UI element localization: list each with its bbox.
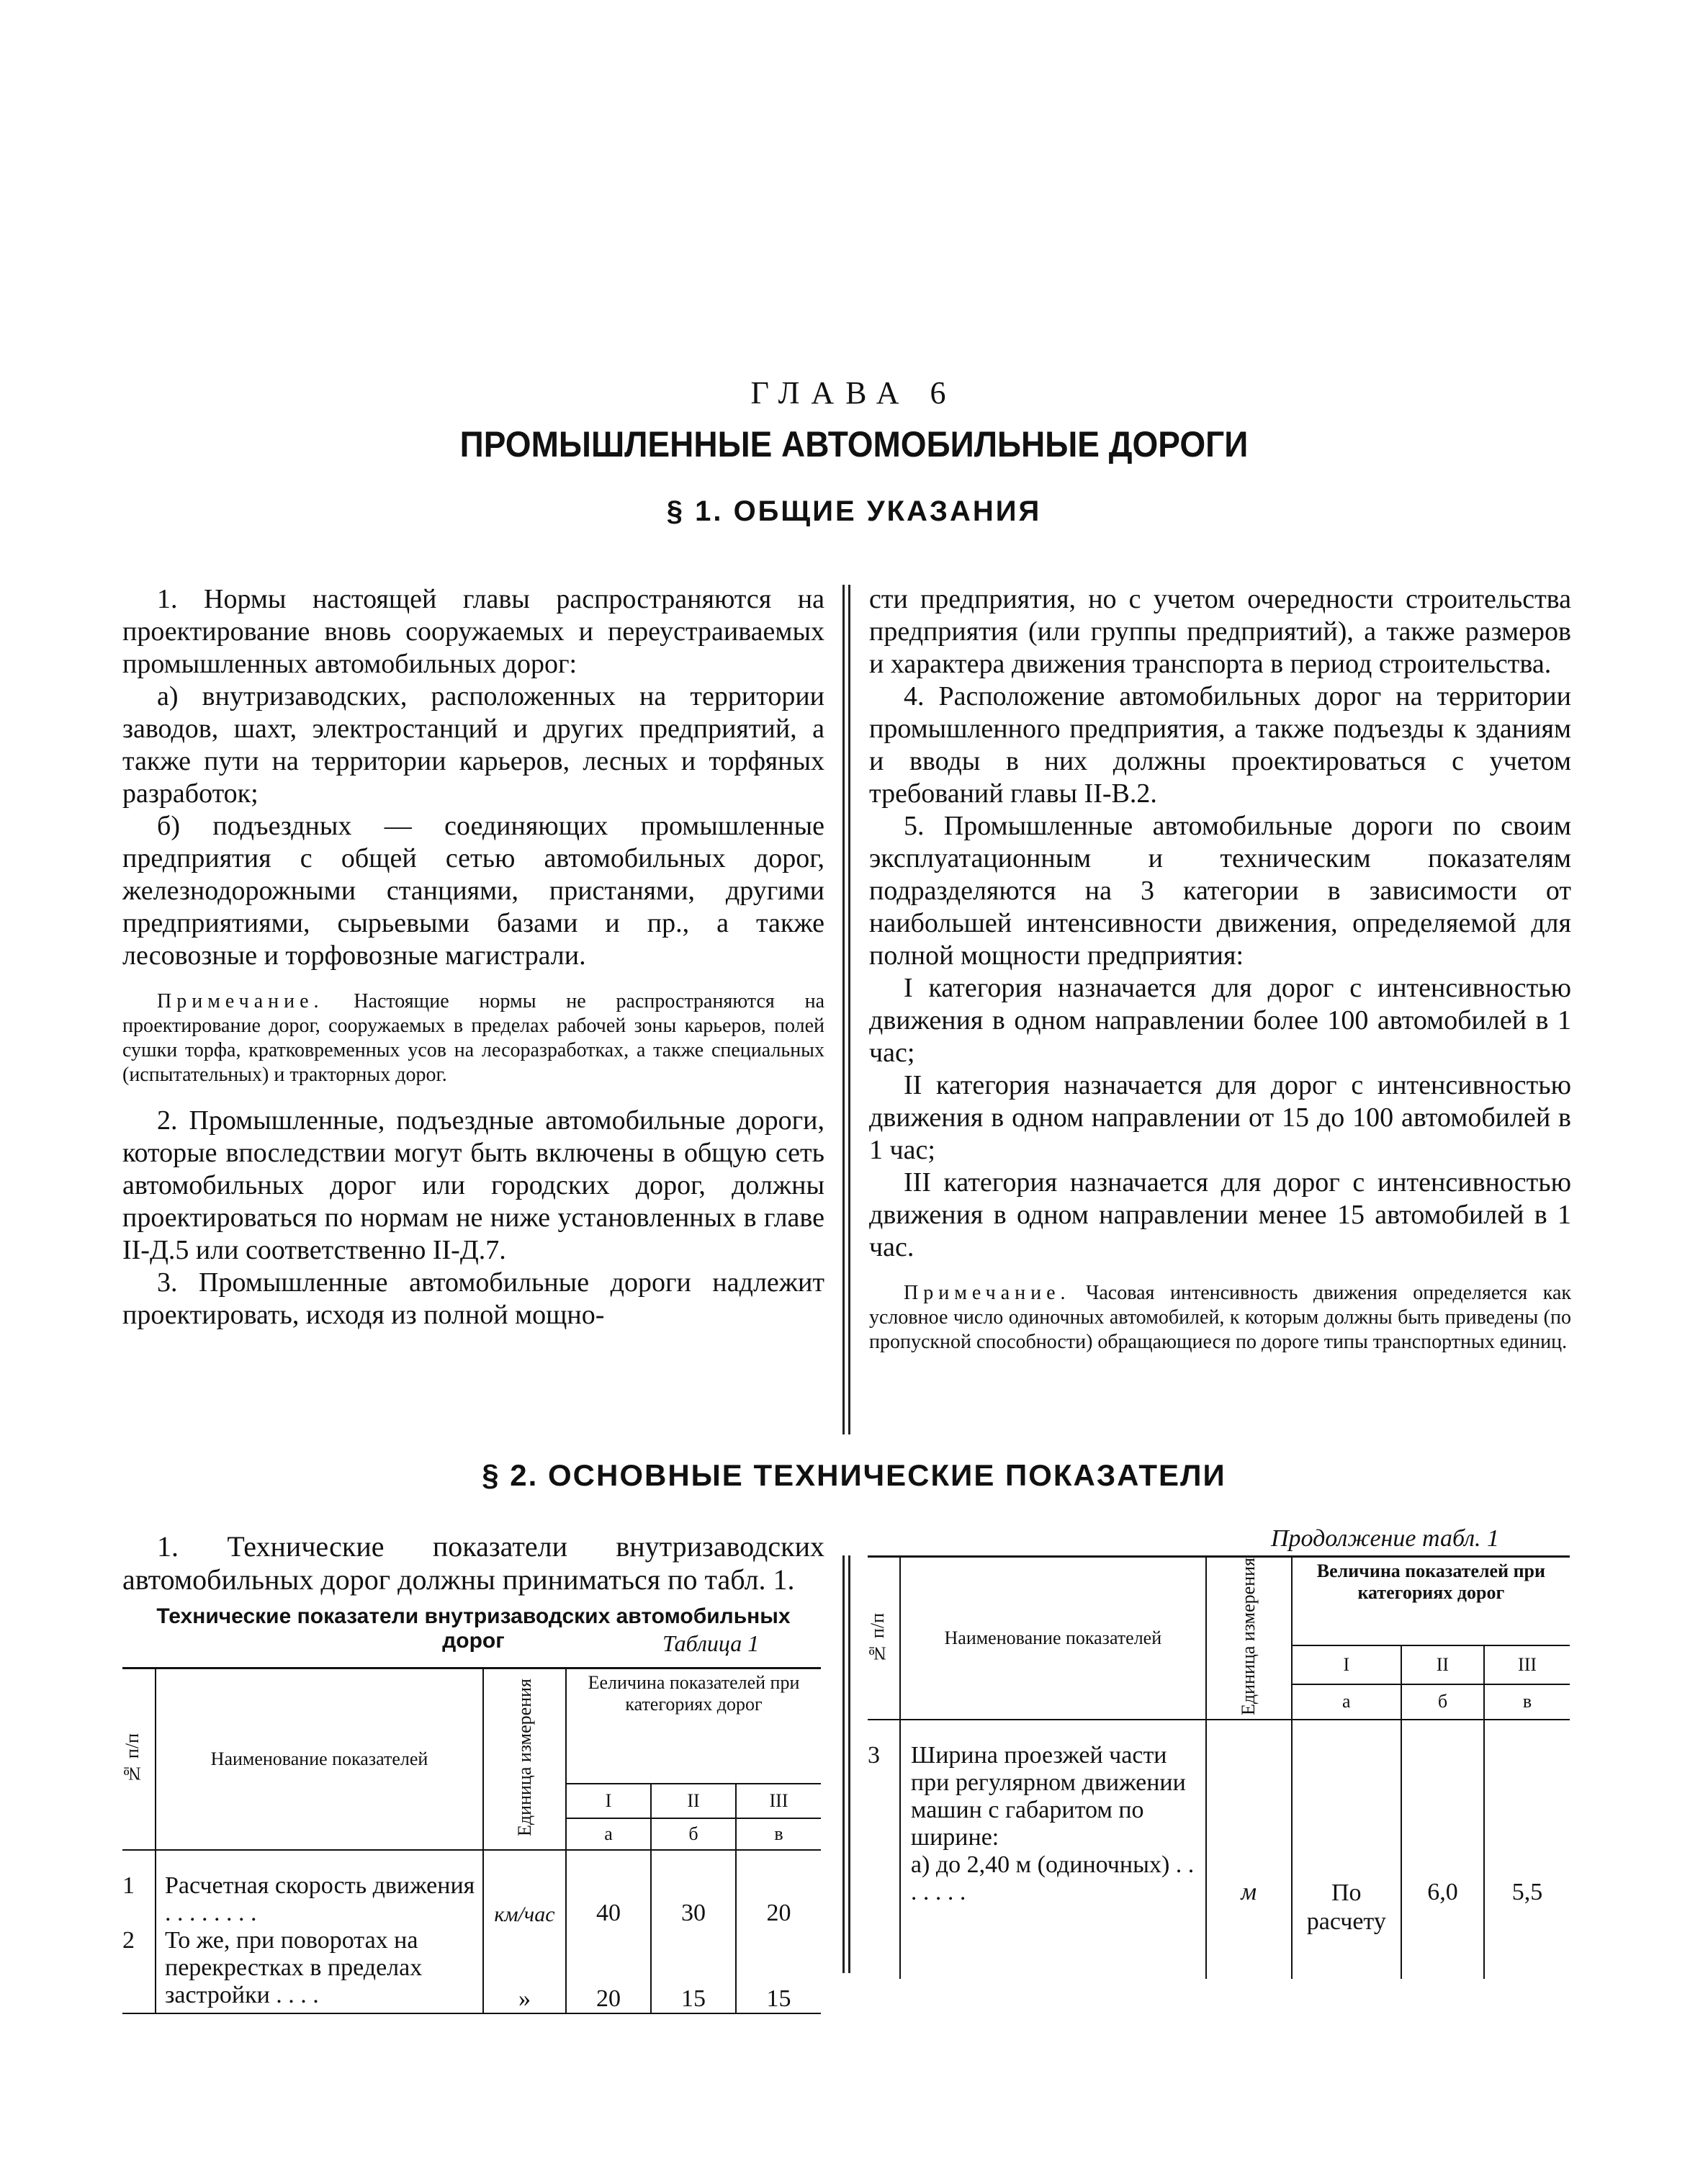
intro-text: 1. Технические показатели внутризаводских автомобильных дорог должны приниматься по табл. 1. xyxy=(122,1530,824,1596)
column-divider-lower xyxy=(842,1555,845,1973)
paragraph-1a: а) внутризаводских, расположенных на территории заводов, шахт, электростанций и других предприятий, а также пути на территории карьеров, лесных и торфяных разработок; xyxy=(122,681,824,809)
note-label: Примечание. xyxy=(157,990,324,1012)
table-1-title: Технические показатели внутризаводских автомобильных дорог xyxy=(156,1604,791,1653)
row-value-III: 5,5 xyxy=(1511,1878,1543,1905)
row-value-I: 20 xyxy=(566,1927,651,2013)
cat-I-header: I xyxy=(566,1784,651,1818)
row-value-I: По расчету xyxy=(1292,1720,1401,1979)
category-3: III категория назначается для дорог с интенсивностью движения в одном направлении менее 15 автомобилей в 1 час. xyxy=(869,1167,1571,1262)
column-divider-2 xyxy=(848,585,850,1434)
category-1: I категория назначается для дорог с интенсивностью движения в одном направлении более 100 автомобилей в 1 час; xyxy=(869,973,1571,1068)
col-value-header: Еeличина показателей при категориях дорог xyxy=(566,1668,821,1784)
paragraph-1: 1. Нормы настоящей главы распространяются на проектирование вновь сооружаемых и переустраиваемых промышленных автомобильных дорог: xyxy=(122,584,824,679)
paragraph-4: 4. Расположение автомобильных дорог на территории промышленного предприятия, а также подъезды к зданиям и вводы в них должны проектироваться с учетом требований главы II-В.2. xyxy=(869,681,1571,809)
right-column xyxy=(869,583,1571,1372)
cat-III-header: III xyxy=(1484,1645,1570,1684)
cat-II-header: II xyxy=(1401,1645,1484,1684)
col-num-header: № п/п xyxy=(122,1733,143,1785)
table-row xyxy=(122,1927,821,2013)
row-name-main: Ширина проезжей части при регулярном движении машин с габаритом по ширине: xyxy=(910,1741,1186,1851)
col-name-header: Наименование показателей xyxy=(156,1668,483,1850)
sub-a-header: а xyxy=(566,1818,651,1850)
paragraph-3: 3. Промышленные автомобильные дороги надлежит проектировать, исходя из полной мощно- xyxy=(122,1267,824,1330)
row-value-III: 20 xyxy=(766,1899,791,1926)
table-continuation-label: Продолжение табл. 1 xyxy=(1271,1525,1500,1552)
table-1-continued xyxy=(868,1555,1570,1979)
note-text: Часовая интенсивность движения определяется как условное число одиночных автомобилей, к которым должны быть приведены (по пропускной способности) обращающиеся по дороге типы транспортных единиц. xyxy=(869,1282,1571,1353)
row-name xyxy=(900,1720,1206,1979)
chapter-title: ПРОМЫШЛЕННЫЕ АВТОМОБИЛЬНЫЕ ДОРОГИ xyxy=(459,424,1249,464)
paragraph-1b: б) подъездных — соединяющих промышленные предприятия с общей сетью автомобильных дорог, железнодорожными станциями, пристанями, другими предприятиями, сырьевыми базами и пр., а также лесовозные и торфовозные магистрали. xyxy=(122,811,824,971)
row-unit: км/час xyxy=(483,1850,566,1927)
paragraph-2: 2. Промышленные, подъездные автомобильные дороги, которые впоследствии могут быть включены в общую сеть автомобильных дорог или городских дорог, должны проектироваться по нормам не ниже установленных в главе II-Д.5 или соответственно II-Д.7. xyxy=(122,1105,824,1265)
table-row xyxy=(868,1720,1570,1979)
table-row xyxy=(122,1850,821,1927)
cat-II-header: II xyxy=(651,1784,736,1818)
row-num: 2 xyxy=(122,1927,156,2013)
paragraph-3-continued: сти предприятия, но с учетом очередности строительства предприятия (или группы предприятий), а также размеров и характера движения транспорта в период строительства. xyxy=(869,584,1571,679)
cat-I-header: I xyxy=(1292,1645,1401,1684)
sub-v-header: в xyxy=(1522,1691,1532,1712)
col-name-header: Наименование показателей xyxy=(900,1557,1206,1720)
section-2-intro xyxy=(122,1530,824,1596)
row-name-sub: а) до 2,40 м (одиночных) . . . . . . . xyxy=(910,1851,1195,1905)
section-1-heading: § 1. ОБЩИЕ УКАЗАНИЯ xyxy=(666,495,1042,527)
note-2 xyxy=(869,1281,1571,1355)
row-value-II: 30 xyxy=(651,1850,736,1927)
row-value-II: 6,0 xyxy=(1401,1720,1484,1979)
row-num: 1 xyxy=(122,1850,156,1927)
note-label: Примечание. xyxy=(904,1282,1071,1304)
cat-III-header: III xyxy=(736,1784,821,1818)
paragraph-5: 5. Промышленные автомобильные дороги по своим эксплуатационным и техническим показателям подразделяются на 3 категории в зависимости от наибольшей интенсивности движения, определяемой для полной мощности предприятия: xyxy=(869,811,1571,971)
table-1 xyxy=(122,1667,821,2014)
sub-b-header: б xyxy=(1401,1684,1484,1720)
chapter-heading: ГЛАВА 6 xyxy=(750,375,958,410)
note-1 xyxy=(122,989,824,1087)
row-unit: м xyxy=(1206,1720,1292,1979)
row-unit: » xyxy=(483,1927,566,2013)
row-value-III: 15 xyxy=(766,1985,791,2012)
section-2-heading: § 2. ОСНОВНЫЕ ТЕХНИЧЕСКИЕ ПОКАЗАТЕЛИ xyxy=(482,1458,1226,1492)
column-divider xyxy=(842,585,845,1434)
note-text: Настоящие нормы не распространяются на проектирование дорог, сооружаемых в пределах рабочей зоны карьеров, полей сушки торфа, кратковременных усов на лесоразработках, а также специальных (испытательных) и тракторных дорог. xyxy=(122,990,824,1086)
column-divider-lower-2 xyxy=(848,1555,850,1973)
row-value-I: 40 xyxy=(566,1850,651,1927)
row-name: То же, при поворотах на перекрестках в пределах застройки . . . . xyxy=(156,1927,483,2013)
col-unit-header: Единица измерения xyxy=(1238,1558,1259,1715)
col-unit-header: Единица измерения xyxy=(513,1678,535,1836)
col-value-header: Величина показателей при категориях дорог xyxy=(1292,1557,1570,1645)
category-2: II категория назначается для дорог с интенсивностью движения в одном направлении от 15 до 100 автомобилей в 1 час; xyxy=(869,1070,1571,1165)
row-num: 3 xyxy=(868,1720,900,1979)
table-1-label: Таблица 1 xyxy=(662,1630,760,1656)
col-num-header: № п/п xyxy=(867,1612,888,1664)
row-value-II: 15 xyxy=(651,1927,736,2013)
sub-v-header: в xyxy=(774,1823,783,1844)
row-name: Расчетная скорость движения . . . . . . . . xyxy=(156,1850,483,1927)
sub-b-header: б xyxy=(651,1818,736,1850)
sub-a-header: а xyxy=(1292,1684,1401,1720)
left-column xyxy=(122,583,824,1331)
